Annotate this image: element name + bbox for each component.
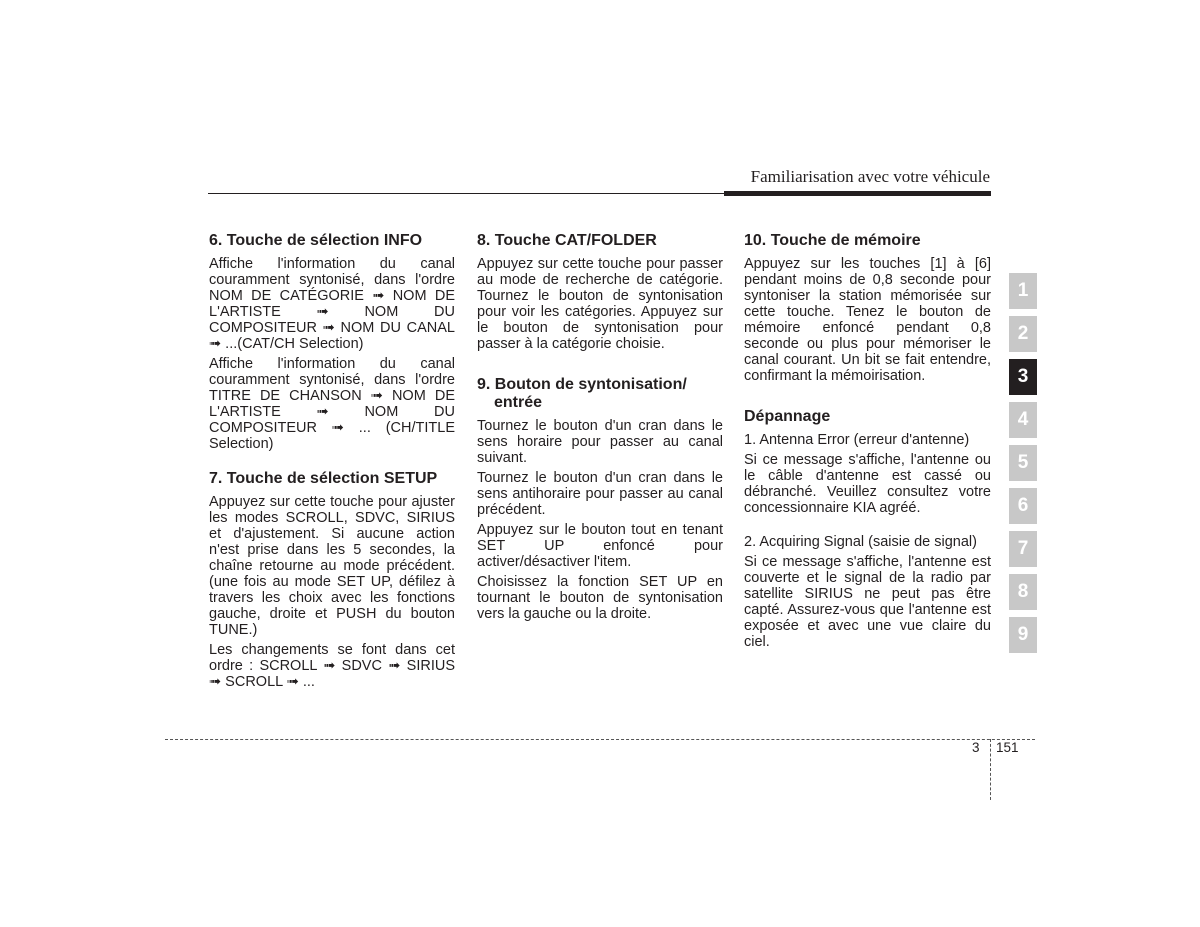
footer-vertical-divider [990, 739, 991, 800]
section-heading-tuning-knob: 9. Bouton de syntonisation/ entrée [477, 376, 687, 411]
chapter-tab-6[interactable]: 6 [1009, 488, 1037, 524]
chapter-tab-1[interactable]: 1 [1009, 273, 1037, 309]
troubleshooting-item-title: 1. Antenna Error (erreur d'antenne) [744, 432, 970, 448]
chapter-tab-7[interactable]: 7 [1009, 531, 1037, 567]
header-rule-thick [724, 191, 991, 196]
paragraph: Tournez le bouton d'un cran dans le sens horaire pour passer au canal suivant. [477, 418, 723, 466]
chapter-tabs [1009, 273, 1037, 660]
chapter-tab-4[interactable]: 4 [1009, 402, 1037, 438]
chapter-tab-3[interactable]: 3 [1009, 359, 1037, 395]
paragraph: Les changements se font dans cet ordre : SCROLL ➟ SDVC ➟ SIRIUS ➟ SCROLL ➟ ... [209, 642, 455, 690]
chapter-tab-8[interactable]: 8 [1009, 574, 1037, 610]
paragraph: Si ce message s'affiche, l'antenne est couverte et le signal de la radio par satellite SIRIUS ne peut pas être capté. Assurez-vous que l'antenne est exposée et avec une vue claire du ciel. [744, 554, 991, 650]
section-heading-memory: 10. Touche de mémoire [744, 232, 921, 249]
header-rule-thin [208, 193, 724, 194]
paragraph: Appuyez sur cette touche pour passer au mode de recherche de catégorie. Tournez le bouton de syntonisation pour voir les catégories. Appuyez sur le bouton de syntonisation pour passer à la catégorie choisie. [477, 256, 723, 352]
chapter-tab-9[interactable]: 9 [1009, 617, 1037, 653]
spacer [744, 520, 991, 534]
running-header-title: Familiarisation avec votre véhicule [750, 167, 990, 186]
chapter-tab-2[interactable]: 2 [1009, 316, 1037, 352]
footer-page-number: 151 [996, 740, 1019, 755]
column-1 [209, 232, 455, 694]
paragraph: Tournez le bouton d'un cran dans le sens antihoraire pour passer au canal précédent. [477, 470, 723, 518]
column-3 [744, 232, 991, 654]
paragraph: Affiche l'information du canal couramment syntonisé, dans l'ordre TITRE DE CHANSON ➟ NOM DE L'ARTISTE ➟ NOM DU COMPOSITEUR ➟ ... (CH/TITLE Selection) [209, 356, 455, 452]
section-heading-setup: 7. Touche de sélection SETUP [209, 470, 438, 487]
spacer [744, 388, 991, 408]
header-rule [208, 191, 991, 196]
paragraph: Affiche l'information du canal couramment syntonisé, dans l'ordre NOM DE CATÉGORIE ➟ NOM DE L'ARTISTE ➟ NOM DU COMPOSITEUR ➟ NOM DU CANAL ➟ ...(CAT/CH Selection) [209, 256, 455, 352]
spacer [209, 456, 455, 470]
paragraph: Choisissez la fonction SET UP en tournant le bouton de syntonisation vers la gauche ou la droite. [477, 574, 723, 622]
chapter-tab-5[interactable]: 5 [1009, 445, 1037, 481]
paragraph: Appuyez sur le bouton tout en tenant SET UP enfoncé pour activer/désactiver l'item. [477, 522, 723, 570]
footer-divider [165, 739, 1035, 740]
paragraph: Si ce message s'affiche, l'antenne ou le câble d'antenne est cassé ou débranché. Veuillez consultez votre concessionnaire KIA agréé. [744, 452, 991, 516]
section-heading-cat-folder: 8. Touche CAT/FOLDER [477, 232, 657, 249]
footer-chapter-number: 3 [972, 740, 980, 755]
paragraph: Appuyez sur cette touche pour ajuster les modes SCROLL, SDVC, SIRIUS et d'ajustement. Si aucune action n'est prise dans les 5 secondes, la chaîne retourne au mode précédent. (une fois au mode SET UP, défilez à travers les choix avec les fonctions gauche, droite et PUSH du bouton TUNE.) [209, 494, 455, 638]
troubleshooting-item-title: 2. Acquiring Signal (saisie de signal) [744, 534, 977, 550]
paragraph: Appuyez sur les touches [1] à [6] pendant moins de 0,8 seconde pour syntoniser la station mémorisée sur cette touche. Tenez le bouton de mémoire enfoncé pendant 0,8 seconde ou plus pour mémoriser le canal courant. Un bit se fait entendre, confirmant la mémoirisation. [744, 256, 991, 384]
column-2 [477, 232, 723, 626]
spacer [477, 356, 723, 376]
section-heading-info: 6. Touche de sélection INFO [209, 232, 423, 249]
section-heading-troubleshooting: Dépannage [744, 408, 831, 425]
